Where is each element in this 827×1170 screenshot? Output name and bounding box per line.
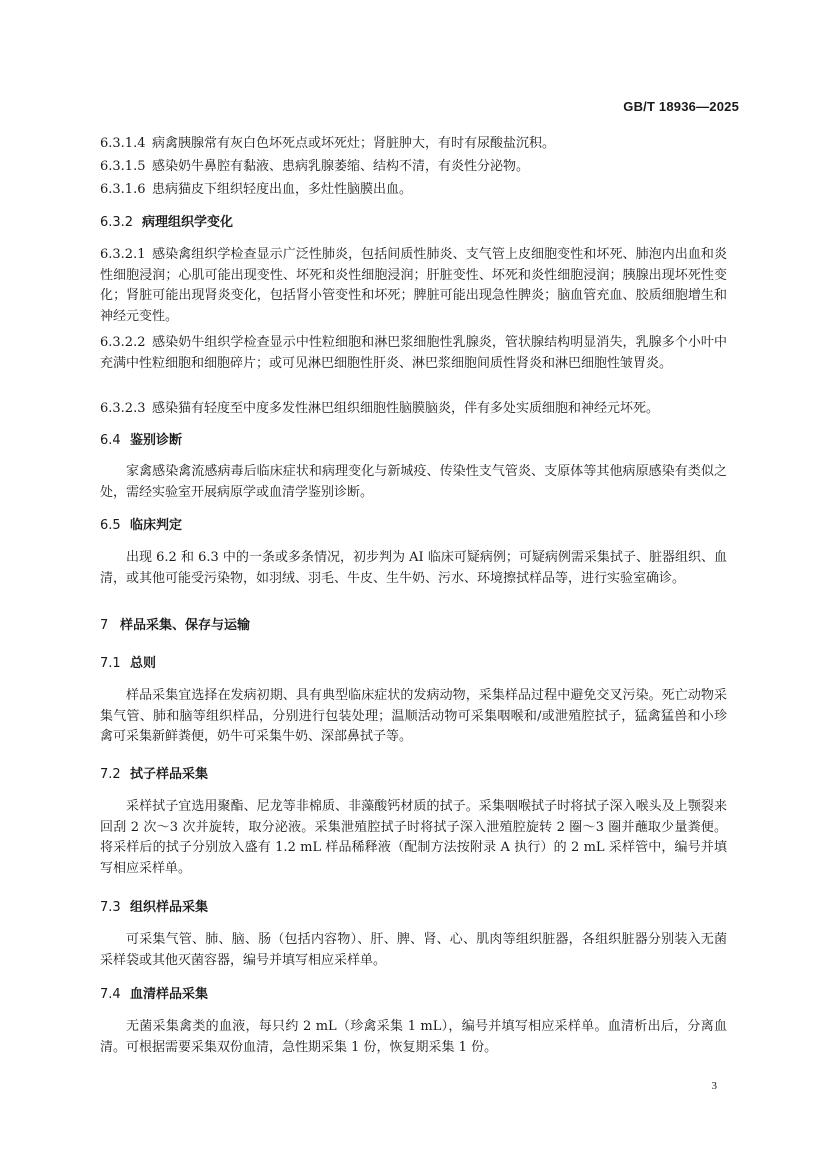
- paragraph-7-1: 样品采集宜选择在发病初期、具有典型临床症状的发病动物，采集样品过程中避免交叉污染。死亡动物采集气管、肺和脑等组织样品，分别进行包装处理；温顺活动物可采集咽喉和/或泄殖腔拭子，猛禽猛兽和小珍禽可采集新鲜粪便，奶牛可采集牛奶、深部鼻拭子等。: [100, 688, 727, 744]
- heading-6-4: [100, 432, 182, 450]
- clause-number: 6.3.1.5: [100, 159, 146, 174]
- heading-6-3-2: [100, 214, 233, 232]
- page-number: 3: [711, 1080, 717, 1092]
- clause-text: 患病猫皮下组织轻度出血，多灶性脑膜出血。: [152, 182, 413, 197]
- heading-number: 6.5: [100, 518, 121, 533]
- clause-number: 6.3.2.1: [100, 247, 146, 262]
- heading-7-1: [100, 655, 156, 673]
- clause-6-3-1-6: [100, 181, 412, 199]
- paragraph-7-4: 无菌采集禽类的血液，每只约 2 mL（珍禽采集 1 mL），编号并填写相应采样单。血清析出后，分离血清。可根据需要采集双份血清，急性期采集 1 份，恢复期采集 1 份。: [100, 1019, 727, 1055]
- heading-title: 临床判定: [130, 518, 183, 533]
- clause-text: 感染禽组织学检查显示广泛性肺炎，包括间质性肺炎、支气管上皮细胞变性和坏死、肺泡内出血和炎性细胞浸润；心肌可能出现变性、坏死和炎性细胞浸润；肝脏变性、坏死和炎性细胞浸润；胰腺出现坏死性变化；肾脏可能出现肾炎变化，包括肾小管变性和坏死；脾脏可能出现急性脾炎；脑血管充血、胶质细胞增生和神经元变性。: [100, 247, 727, 324]
- heading-title: 总则: [130, 656, 157, 671]
- clause-6-3-2-1: [100, 245, 727, 327]
- heading-7: [100, 617, 250, 635]
- clause-text: 感染奶牛组织学检查显示中性粒细胞和淋巴浆细胞性乳腺炎，管状腺结构明显消失，乳腺多个小叶中充满中性粒细胞和细胞碎片；或可见淋巴细胞性肝炎、淋巴浆细胞间质性肾炎和淋巴细胞性皱胃炎。: [100, 335, 727, 371]
- heading-7-4: [100, 986, 208, 1004]
- paragraph-6-4: 家禽感染禽流感病毒后临床症状和病理变化与新城疫、传染性支气管炎、支原体等其他病原感染有类似之处，需经实验室开展病原学或血清学鉴别诊断。: [100, 464, 727, 500]
- heading-title: 病理组织学变化: [142, 215, 234, 230]
- heading-number: 6.3.2: [100, 215, 134, 230]
- heading-number: 7.2: [100, 767, 121, 782]
- clause-6-3-2-2: [100, 333, 727, 374]
- heading-number: 6.4: [100, 433, 121, 448]
- clause-number: 6.3.1.6: [100, 182, 146, 197]
- heading-7-2: [100, 766, 208, 784]
- heading-title: 鉴别诊断: [130, 433, 183, 448]
- heading-number: 7.3: [100, 900, 121, 915]
- heading-7-3: [100, 899, 208, 917]
- clause-text: 病禽胰腺常有灰白色坏死点或坏死灶；肾脏肿大，有时有尿酸盐沉积。: [152, 136, 556, 151]
- clause-text: 感染奶牛鼻腔有黏液、患病乳腺萎缩、结构不清，有炎性分泌物。: [152, 159, 530, 174]
- clause-6-3-2-3: [100, 399, 727, 420]
- heading-title: 血清样品采集: [130, 987, 209, 1002]
- clause-number: 6.3.2.3: [100, 401, 146, 416]
- standard-number: GB/T 18936—2025: [623, 99, 739, 114]
- heading-title: 拭子样品采集: [130, 767, 209, 782]
- clause-text: 感染猫有轻度至中度多发性淋巴组织细胞性脑膜脑炎，伴有多处实质细胞和神经元坏死。: [152, 401, 660, 416]
- clause-6-3-1-4: [100, 135, 555, 153]
- clause-number: 6.3.2.2: [100, 335, 146, 350]
- heading-number: 7.1: [100, 656, 121, 671]
- heading-title: 组织样品采集: [130, 900, 209, 915]
- clause-number: 6.3.1.4: [100, 136, 146, 151]
- heading-6-5: [100, 517, 182, 535]
- clause-6-3-1-5: [100, 158, 529, 176]
- heading-title: 样品采集、保存与运输: [120, 618, 251, 633]
- heading-number: 7.4: [100, 987, 121, 1002]
- heading-number: 7: [100, 618, 109, 633]
- paragraph-7-3: 可采集气管、肺、脑、肠（包括内容物）、肝、脾、肾、心、肌肉等组织脏器，各组织脏器分别装入无菌采样袋或其他灭菌容器，编号并填写相应采样单。: [100, 932, 727, 968]
- paragraph-7-2: 采样拭子宜选用聚酯、尼龙等非棉质、非藻酸钙材质的拭子。采集咽喉拭子时将拭子深入喉头及上颚裂来回刮 2 次～3 次并旋转，取分泌液。采集泄殖腔拭子时将拭子深入泄殖腔旋转 2 圈～3 圈并蘸取少量粪便。将采样后的拭子分别放入盛有 1.2 mL 样品稀释液（配制方法按附录 A 执行）的 2 mL 采样管中，编号并填写相应采样单。: [100, 799, 727, 876]
- paragraph-6-5: 出现 6.2 和 6.3 中的一条或多条情况，初步判为 AI 临床可疑病例；可疑病例需采集拭子、脏器组织、血清，或其他可能受污染物，如羽绒、羽毛、牛皮、生牛奶、污水、环境擦拭样品等，进行实验室确诊。: [100, 550, 727, 586]
